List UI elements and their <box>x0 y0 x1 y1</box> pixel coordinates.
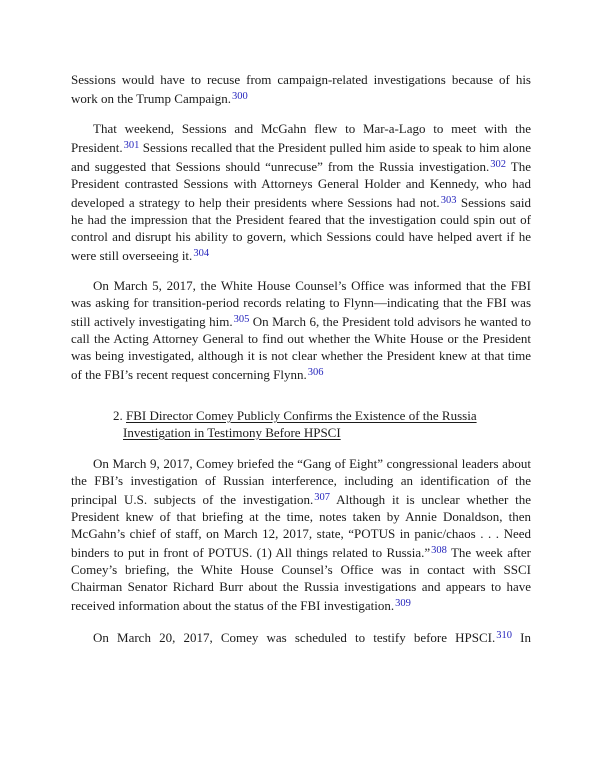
paragraph-march-20: On March 20, 2017, Comey was scheduled to testify before HPSCI.$^{310}$ In <box>93 630 531 645</box>
footnote-ref-301[interactable]: 301 <box>123 140 140 151</box>
footnote-ref-302[interactable]: 302 <box>490 159 506 170</box>
footnote-ref-303[interactable]: 303 <box>440 195 457 206</box>
footnote-ref-308[interactable]: 308 <box>431 545 447 556</box>
footnote-ref-307[interactable]: 307 <box>314 492 330 503</box>
paragraph-mar-a-lago: That weekend, Sessions and McGahn flew to Mar-a-Lago to meet with the President.$^{301}$ Sessions recalled that the President pulled him aside to speak to him alone and suggested that Sessions should “unrecuse” from the Russia investigation.$^{302}$ The President contrasted Sessions with Attorneys General Holder and Kennedy, who had developed a strategy to help their presidents where Sessions had not.$^{303}$ Sessions said he had the impression that the President feared that the investigation could spin out of control and disrupt his ability to govern, which Sessions could have helped avert if he were still overseeing it.$^{304}$ <box>71 121 531 263</box>
footnote-ref-310[interactable]: 310 <box>496 630 513 641</box>
section-heading-number: 2. <box>113 408 123 423</box>
paragraph-march-5: On March 5, 2017, the White House Counsel’s Office was informed that the FBI was asking for transition-period records relating to Flynn—indicating that the FBI was still actively investigating him.$^{305}$ On March 6, the President told advisors he wanted to call the Acting Attorney General to find out whether the White House or the President was being investigated, although it is not clear whether the President knew at that time of the FBI’s recent request concerning Flynn.$^{306}$ <box>71 278 531 382</box>
footnote-ref-300[interactable]: 300 <box>231 91 248 102</box>
section-heading <box>71 407 531 441</box>
footnote-ref-305[interactable]: 305 <box>233 314 250 325</box>
footnote-ref-309[interactable]: 309 <box>395 598 411 609</box>
section-heading-title: FBI Director Comey Publicly Confirms the Existence of the Russia Investigation in Testimony Before HPSCI <box>123 408 477 440</box>
footnote-ref-306[interactable]: 306 <box>307 367 324 378</box>
paragraph-continuation: Sessions would have to recuse from campaign-related investigations because of his work on the Trump Campaign.$^{300}$ <box>71 72 531 106</box>
paragraph-march-9: On March 9, 2017, Comey briefed the “Gang of Eight” congressional leaders about the FBI’s investigation of Russian interference, including an identification of the principal U.S. subjects of the investigation.$^{307}$ Although it is unclear whether the President knew of that briefing at the time, notes taken by Annie Donaldson, then McGahn’s chief of staff, on March 12, 2017, state, “POTUS in panic/chaos . . . Need binders to put in front of POTUS. (1) All things related to Russia.”$^{308}$ The week after Comey’s briefing, the White House Counsel’s Office was in contact with SSCI Chairman Senator Richard Burr about the Russia investigations and appears to have received information about the status of the FBI investigation.$^{309}$ <box>71 456 531 613</box>
footnote-ref-304[interactable]: 304 <box>193 248 210 259</box>
page-body-text <box>71 71 531 659</box>
